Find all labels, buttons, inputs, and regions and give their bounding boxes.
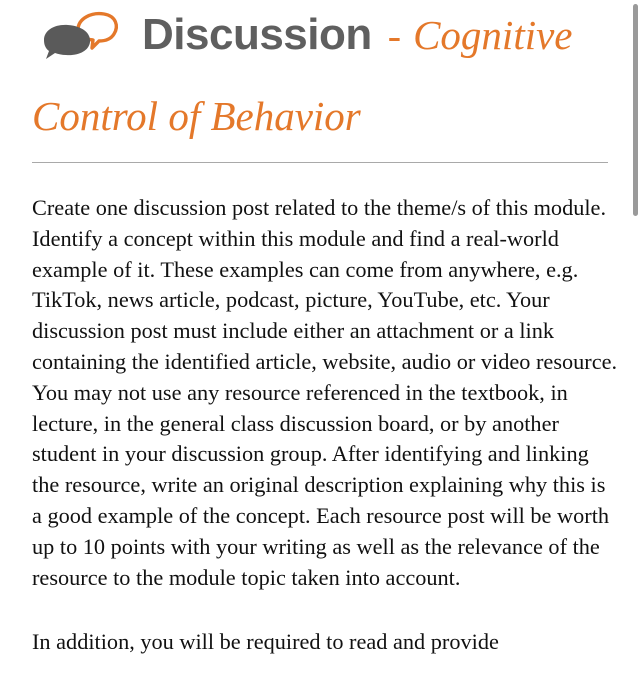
instructions-paragraph-1: Create one discussion post related to the theme/s of this module. Identify a concept within this module and find a real-world example of it. These examples can come from anywhere, e.g. TikTok, news article, podcast, picture, YouTube, etc. Your discussion post must include either an attachment or a link containing the identified article, website, audio or video resource. You may not use any resource referenced in the textbook, in lecture, in the general class discussion board, or by another student in your discussion group. After identifying and linking the resource, write an original description explaining why this is a good example of the concept. Each resource post will be worth up to 10 points with your writing as well as the relevance of the resource to the module topic taken into account. xyxy=(32,195,618,590)
chat-bubble-icon xyxy=(42,10,120,60)
title-row xyxy=(32,6,608,64)
page-title: Discussion xyxy=(142,10,372,59)
scrollbar-thumb[interactable] xyxy=(633,4,638,216)
page-subtitle-part2: Control of Behavior xyxy=(32,93,361,139)
instructions-paragraph-2: In addition, you will be required to read and provide xyxy=(32,629,499,655)
header-divider xyxy=(32,162,608,163)
vertical-scrollbar[interactable] xyxy=(633,0,641,700)
title-separator: - xyxy=(387,12,402,58)
page-header xyxy=(32,6,608,140)
discussion-instructions xyxy=(32,193,618,658)
page-subtitle-part1: Cognitive xyxy=(413,12,573,58)
